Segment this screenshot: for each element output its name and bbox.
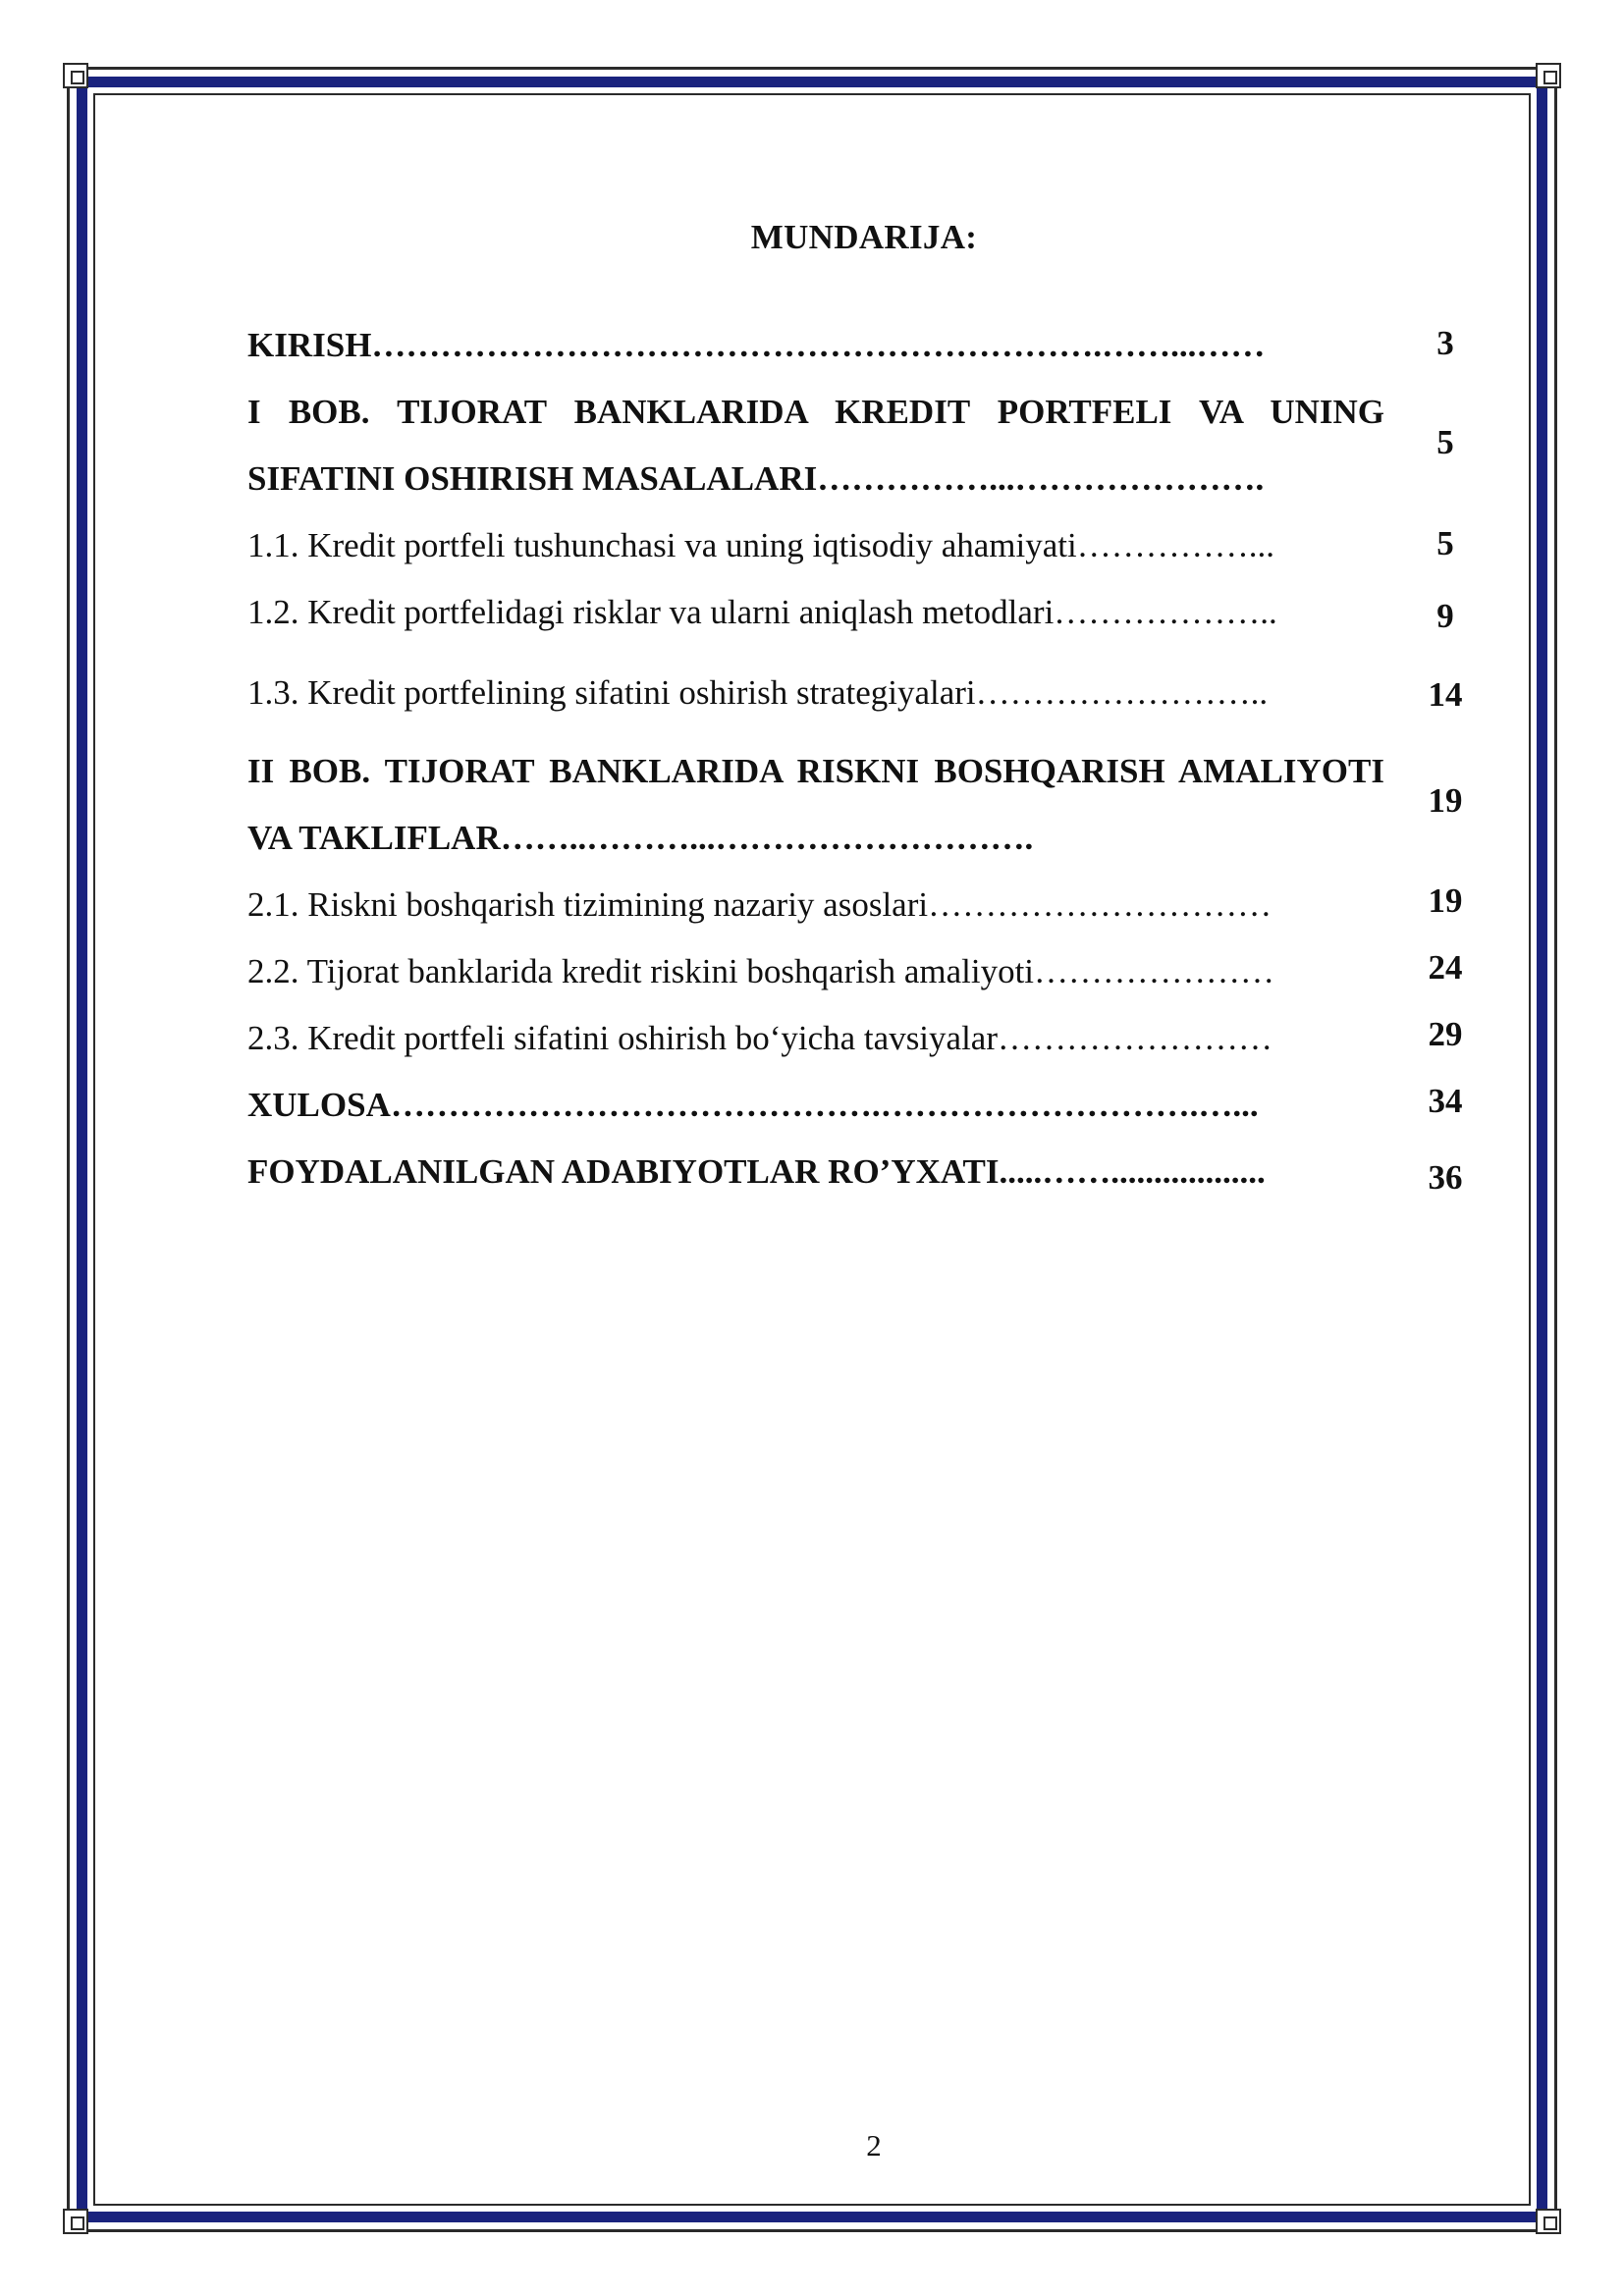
corner-ornament-bottom-left (63, 2209, 88, 2234)
toc-entry-title: I BOB. TIJORAT BANKLARIDA KREDIT PORTFELI VA UNING SIFATINI OSHIRISH MASALALARI……………...…………………. (247, 393, 1384, 498)
toc-entry-title: 2.3. Kredit portfeli sifatini oshirish bo‘yicha tavsiyalar…………………… (247, 1019, 1272, 1057)
toc-entry-section-2-3[interactable] (247, 1005, 1475, 1072)
toc-entry-section-1-3[interactable] (247, 660, 1475, 726)
corner-ornament-top-left (63, 63, 88, 88)
page-number: 2 (866, 2128, 882, 2163)
corner-ornament-bottom-right (1536, 2209, 1561, 2234)
toc-entry-chapter-1[interactable] (247, 379, 1475, 512)
toc-entry-section-2-2[interactable] (247, 938, 1475, 1005)
toc-entry-title: II BOB. TIJORAT BANKLARIDA RISKNI BOSHQARISH AMALIYOTI VA TAKLIFLAR……..………...………………………. (247, 752, 1384, 857)
toc-entry-title: 1.3. Kredit portfelining sifatini oshirish strategiyalari…………………….. (247, 673, 1269, 712)
toc-entry-page: 34 (1428, 1082, 1463, 1120)
toc-entry-bibliography[interactable] (247, 1139, 1475, 1205)
toc-entry-xulosa[interactable] (247, 1072, 1475, 1139)
corner-ornament-top-right (1536, 63, 1561, 88)
toc-entry-title: 1.2. Kredit portfelidagi risklar va ularni aniqlash metodlari……………….. (247, 593, 1277, 631)
toc-entry-page: 19 (1428, 781, 1463, 820)
toc-entry-title: FOYDALANILGAN ADABIYOTLAR RO’YXATI.....…….................. (247, 1152, 1266, 1191)
toc-entry-page: 29 (1428, 1015, 1463, 1053)
toc-entry-page: 5 (1436, 423, 1454, 461)
toc-entry-page: 3 (1436, 324, 1454, 362)
toc-entry-section-2-1[interactable] (247, 872, 1475, 938)
toc-entry-chapter-2[interactable] (247, 738, 1475, 872)
toc-entry-page: 36 (1428, 1158, 1463, 1197)
toc-entry-title: 2.2. Tijorat banklarida kredit riskini boshqarish amaliyoti………………… (247, 952, 1275, 990)
toc-entry-page: 19 (1428, 881, 1463, 920)
toc-entry-title: 2.1. Riskni boshqarish tizimining nazariy asoslari………………………… (247, 885, 1272, 924)
page-title: MUNDARIJA: (750, 218, 978, 256)
toc-entry-page: 5 (1436, 524, 1454, 562)
toc-entry-section-1-1[interactable] (247, 512, 1475, 579)
toc-entry-page: 14 (1428, 675, 1463, 714)
table-of-contents (247, 312, 1475, 1205)
toc-entry-page: 24 (1428, 948, 1463, 987)
toc-entry-title: KIRISH……………………………………………………….……...…… (247, 326, 1266, 364)
toc-entry-title: XULOSA…………………………………….……………………….…... (247, 1086, 1259, 1124)
toc-entry-section-1-2[interactable] (247, 579, 1475, 646)
toc-entry-kirish[interactable] (247, 312, 1475, 379)
toc-entry-page: 9 (1436, 597, 1454, 635)
toc-entry-title: 1.1. Kredit portfeli tushunchasi va uning iqtisodiy ahamiyati……………... (247, 526, 1274, 564)
